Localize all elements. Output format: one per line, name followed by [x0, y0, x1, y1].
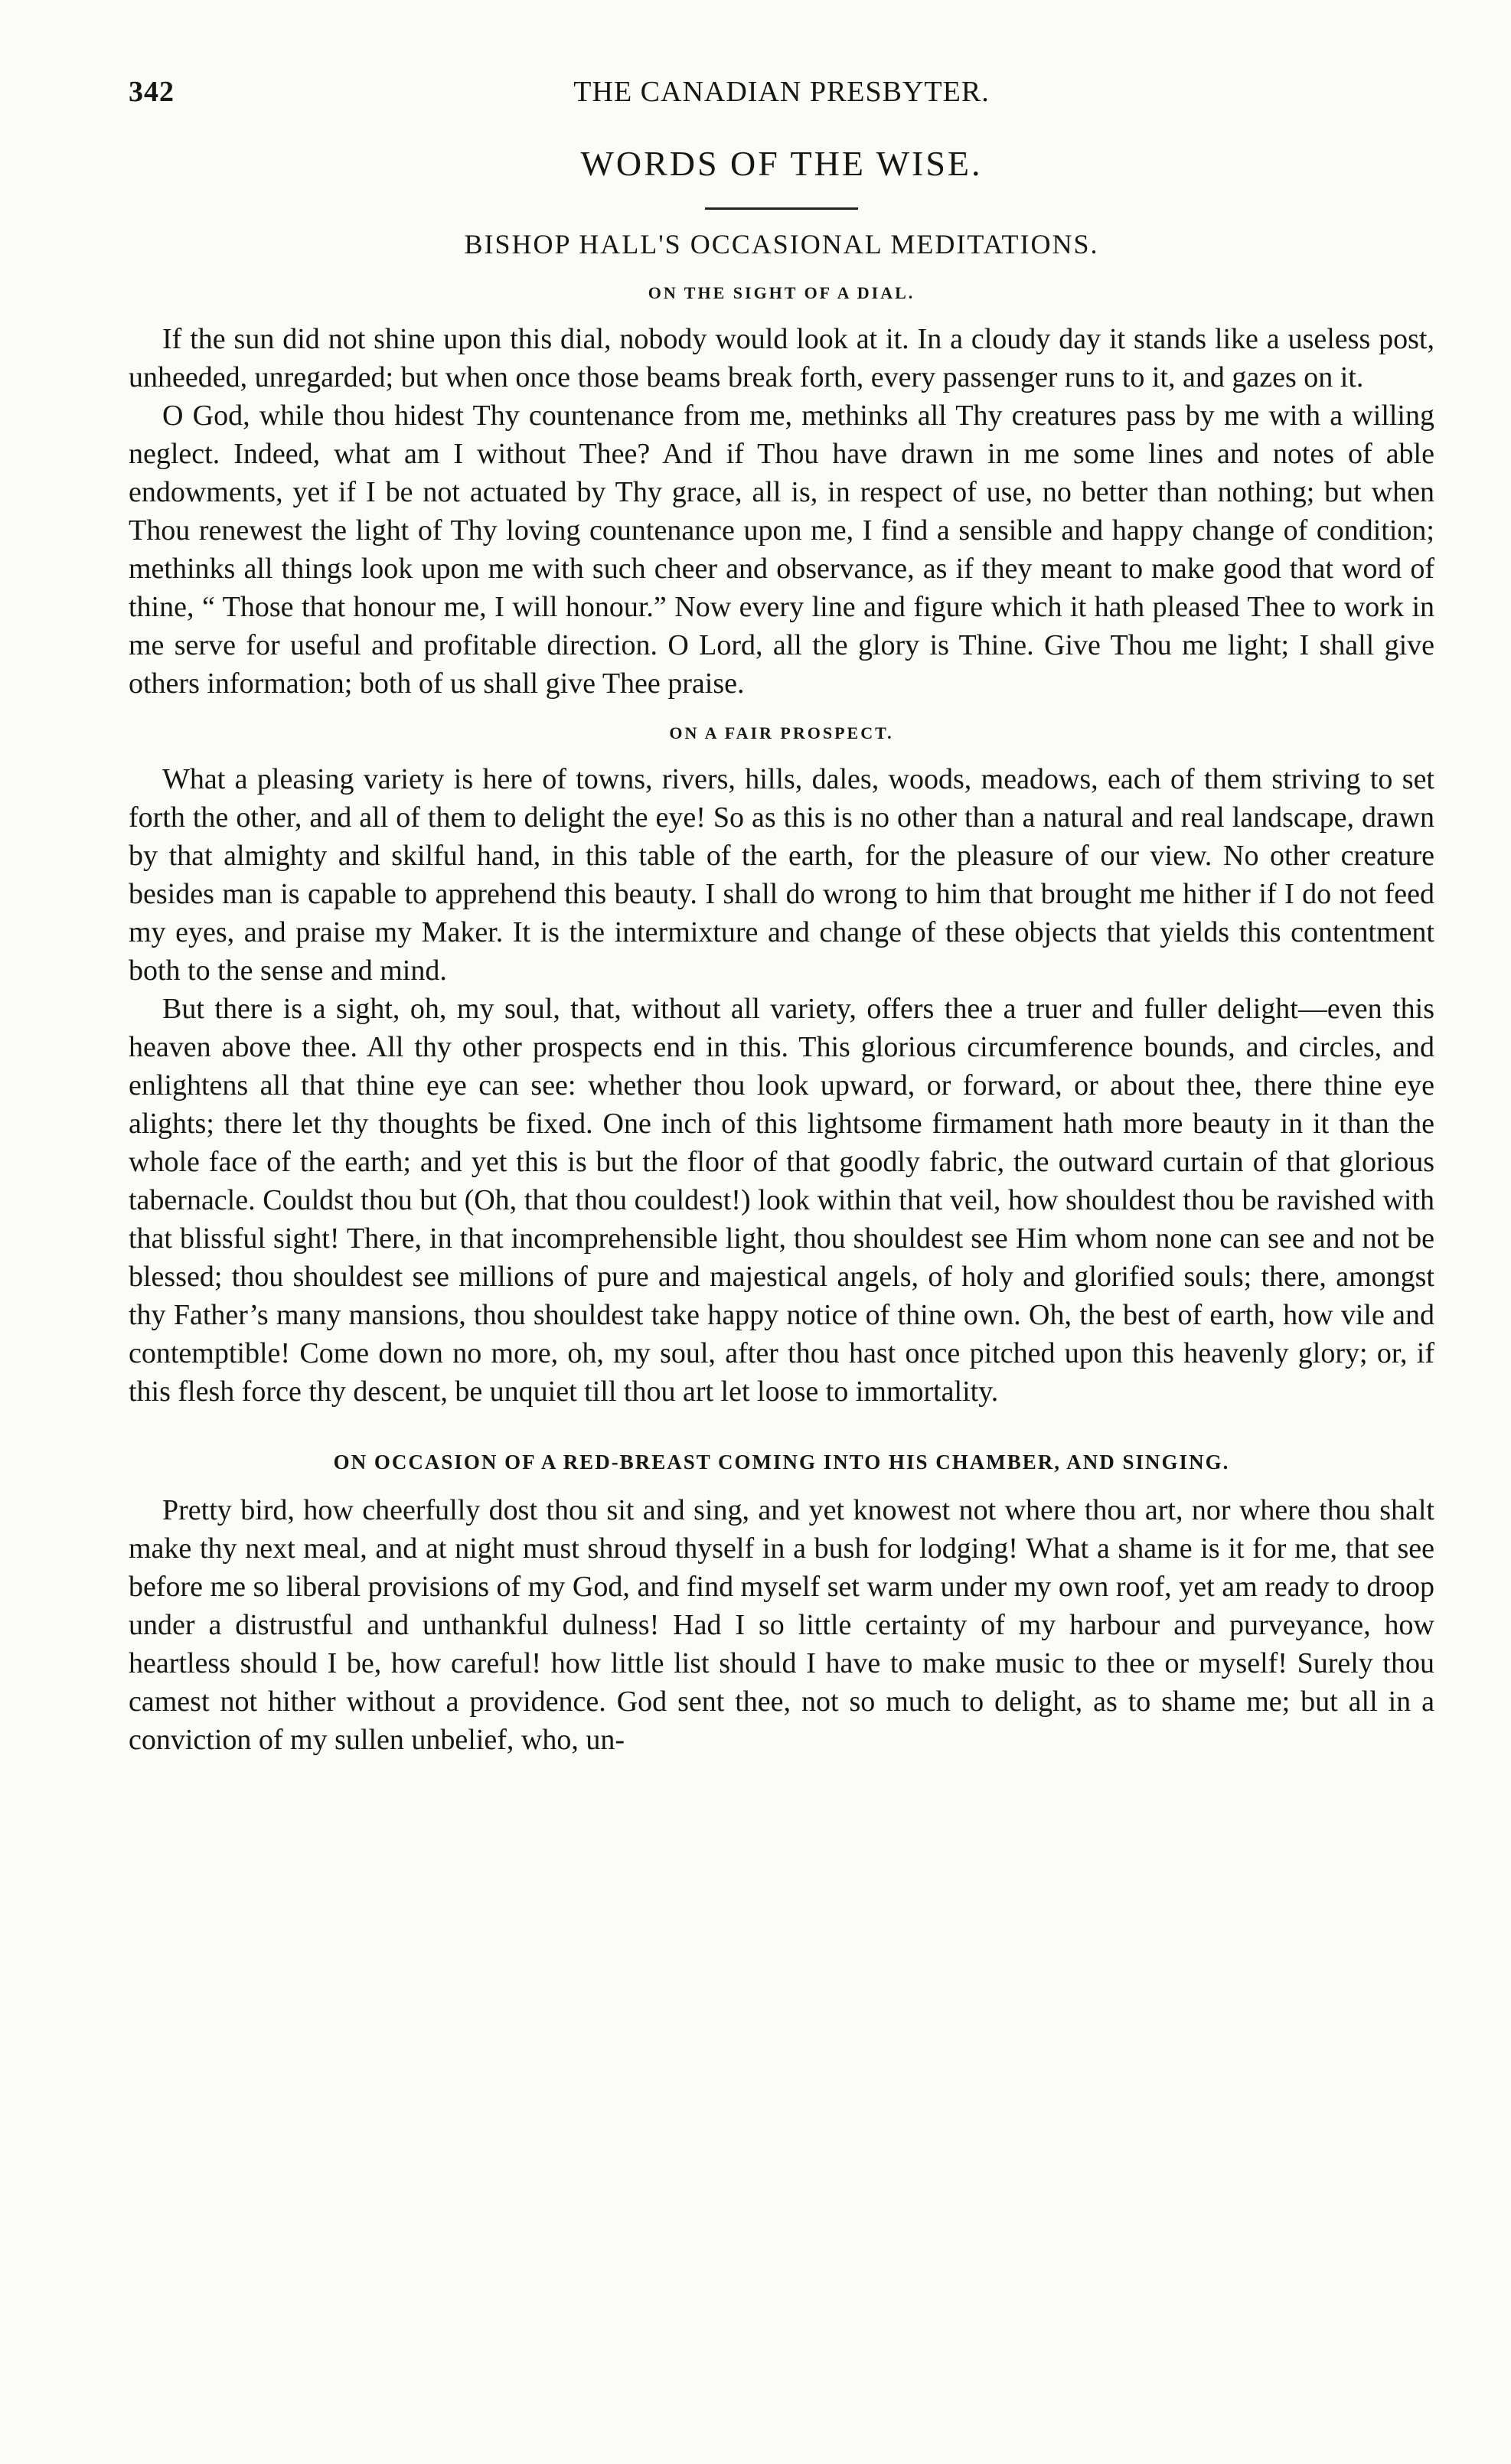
journal-title: THE CANADIAN PRESBYTER. [573, 76, 990, 108]
title-divider [705, 207, 858, 210]
section-heading: ON OCCASION OF A RED-BREAST COMING INTO HIS CHAMBER, AND SINGING. [333, 1450, 1230, 1474]
paragraph: O God, while thou hidest Thy countenance from me, methinks all Thy creatures pass by me with a willing neglect. Indeed, what am I without Thee? And if Thou have drawn in me some lines and notes of able endowments, yet if I be not actuated by Thy grace, all is, in respect of use, no better than nothing; but when Thou renewest the light of Thy loving countenance upon me, I find a sensible and happy change of condition; methinks all things look upon me with such cheer and observance, as if they meant to make good that word of thine, “ Those that honour me, I will honour.” Now every line and figure which it hath pleased Thee to work in me serve for useful and profitable direction. O Lord, all the glory is Thine. Give Thou me light; I shall give others information; both of us shall give Thee praise. [129, 399, 1434, 700]
paragraph: Pretty bird, how cheerfully dost thou sit and sing, and yet knowest not where thou art, nor where thou shalt make thy next meal, and at night must shroud thyself in a bush for lodging! What a shame is it for me, that see before me so liberal provisions of my God, and find myself set warm under my own roof, yet am ready to droop under a distrustful and unthankful dulness! Had I so little certainty of my harbour and purveyance, how heartless should I be, how careful! how little list should I have to make music to thee or myself! Surely thou camest not hither without a providence. God sent thee, not so much to delight, as to shame me; but all in a conviction of my sullen unbelief, who, un- [129, 1493, 1434, 1756]
article-title: WORDS OF THE WISE. [580, 144, 983, 183]
page [129, 75, 1434, 1759]
paragraph: If the sun did not shine upon this dial, nobody would look at it. In a cloudy day it stands like a useless post, unheeded, unregarded; but when once those beams break forth, every passenger runs to it, and gazes on it. [129, 322, 1434, 393]
article-subtitle: BISHOP HALL'S OCCASIONAL MEDITATIONS. [464, 229, 1099, 260]
section-dial [129, 282, 1434, 703]
section-fair-prospect [129, 723, 1434, 1411]
paragraph: But there is a sight, oh, my soul, that, without all variety, offers thee a truer and fuller delight—even this heaven above thee. All thy other prospects end in this. This glorious circumference bounds, and circles, and enlightens all that thine eye can see: whether thou look upward, or forward, or about thee, there thine eye alights; there let thy thoughts be fixed. One inch of this lightsome firmament hath more beauty in it than the whole face of the earth; and yet this is but the floor of that goodly fabric, the outward curtain of that glorious tabernacle. Couldst thou but (Oh, that thou couldest!) look within that veil, how shouldest thou be ravished with that blissful sight! There, in that incomprehensible light, thou shouldest see Him whom none can see and not be blessed; thou shouldest see millions of pure and majestical angels, of holy and glorified souls; there, amongst thy Father’s many mansions, thou shouldest take happy notice of thine own. Oh, the best of earth, how vile and contemptible! Come down no more, oh, my soul, after thou hast once pitched upon this heavenly glory; or, if this flesh force thy descent, be unquiet till thou art let loose to immortality. [129, 992, 1434, 1408]
running-head [129, 75, 1434, 121]
section-heading: ON THE SIGHT OF A DIAL. [648, 283, 915, 303]
page-number: 342 [129, 76, 175, 108]
paragraph: What a pleasing variety is here of towns, rivers, hills, dales, woods, meadows, each of them striving to set forth the other, and all of them to delight the eye! So as this is no other than a natural and real landscape, drawn by that almighty and skilful hand, in this table of the earth, for the pleasure of our view. No other creature besides man is capable to apprehend this beauty. I shall do wrong to him that brought me hither if I do not feed my eyes, and praise my Maker. It is the intermixture and change of these objects that yields this contentment both to the sense and mind. [129, 762, 1434, 987]
section-red-breast [129, 1449, 1434, 1759]
section-heading: ON A FAIR PROSPECT. [669, 723, 894, 742]
